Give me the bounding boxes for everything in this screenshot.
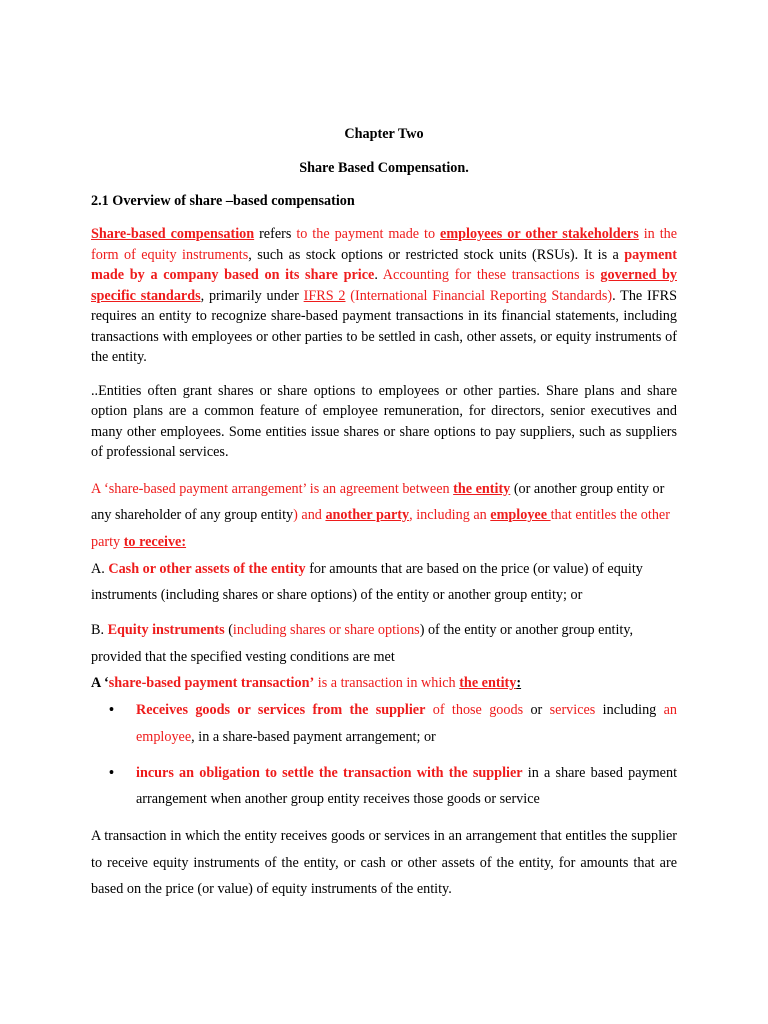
chapter-heading: Chapter Two [344, 126, 424, 142]
paragraph-overview [91, 224, 677, 368]
text-span: . [374, 267, 383, 283]
text-span: , primarily under [200, 287, 304, 304]
text-span: is a transaction in which [314, 675, 460, 692]
term-payment-transaction: share-based payment transaction’ [108, 675, 315, 692]
text-span: Accounting for these transactions is [382, 267, 601, 283]
text-span: including shares or share options [232, 622, 420, 639]
paragraph-entities: ..Entities often grant shares or share options to employees or other parties. Share plans and share option plans are a common feature of employee remuneration, for directors, senior executives and many other employees. Some entities issue shares or share options to pay suppliers, such as suppliers of professional services. [91, 382, 677, 460]
term-employees-stakeholders: employees or other stakeholders [440, 226, 639, 242]
text-span: . The IFRS requires an entity to recognize share-based payment transactions in its financial statements, including transactions with employees or other parties to be settled in cash, other assets, or equity instruments of the entity. [91, 287, 677, 365]
text-span: A ‘ [91, 675, 109, 692]
text-span: or [523, 702, 550, 719]
transaction-bullet-list [91, 697, 677, 813]
text-span: for amounts that are based on the price (or value) of equity instruments (including shares or share options) of the entity or another group entity; or [91, 560, 643, 604]
bullet-icon: • [109, 764, 114, 781]
text-span: Receives goods or services from the supplier [136, 702, 426, 719]
text-span: that entitles the other party [91, 507, 670, 550]
text-span: (or another group entity or any shareholder of any group entity [91, 480, 665, 524]
chapter-title: Share Based Compensation. [299, 160, 469, 176]
list-item [91, 697, 677, 750]
text-span: ) and [293, 507, 326, 524]
text-span: in a share based payment arrangement when another group entity receives those goods or service [136, 764, 678, 808]
term-payment-share-price: payment made by a company based on its share price [91, 246, 677, 283]
text-span: in the form of equity instruments [91, 226, 678, 263]
text-span: ( [224, 622, 233, 639]
term-cash-assets: Cash or other assets of the entity [108, 560, 306, 577]
section-heading: 2.1 Overview of share –based compensation [91, 193, 355, 209]
item-marker-b: B. [91, 622, 108, 639]
text-span: ) of the entity or another group entity, provided that the specified vesting conditions are met [91, 622, 634, 665]
text-span: : [516, 675, 522, 692]
item-marker-a: A. [91, 560, 109, 577]
text-span: , such as stock options or restricted stock units (RSUs). It is a [248, 246, 625, 263]
ifrs-2-link[interactable]: IFRS 2 [303, 287, 346, 304]
text-span: (International Financial Reporting Standards) [345, 287, 613, 304]
text-span: refers [254, 226, 297, 242]
term-equity-instruments: Equity instruments [107, 622, 225, 639]
paragraph-arrangement [91, 476, 677, 556]
text-span: to the payment made to [296, 226, 441, 242]
paragraph-item-b [91, 617, 677, 670]
term-another-party: another party [325, 507, 410, 524]
term-share-based-compensation: Share-based compensation [91, 226, 255, 242]
text-span: services [549, 702, 596, 719]
text-span: including [595, 702, 664, 719]
text-span: incurs an obligation to settle the transaction with the supplier [136, 764, 523, 781]
text-span: of those goods [425, 702, 524, 719]
term-the-entity-2: the entity [459, 675, 517, 692]
term-the-entity: the entity [453, 480, 511, 497]
paragraph-transaction-def [91, 670, 677, 697]
list-item [91, 760, 677, 813]
text-span: A ‘share-based payment arrangement’ is an agreement between [91, 480, 454, 497]
text-span: an employee [136, 702, 678, 745]
text-span: , in a share-based payment arrangement; or [191, 728, 436, 745]
paragraph-item-a [91, 556, 677, 609]
page-content [91, 124, 677, 903]
term-specific-standards: governed by specific standards [91, 267, 678, 304]
bullet-icon: • [109, 702, 114, 719]
term-to-receive: to receive: [123, 533, 187, 550]
text-span: , including an [409, 507, 491, 524]
paragraph-closing: A transaction in which the entity receives goods or services in an arrangement that entitles the supplier to receive equity instruments of the entity, or cash or other assets of the entity, for amounts that are based on the price (or value) of equity instruments of the entity. [91, 827, 677, 898]
term-employee: employee [490, 507, 551, 524]
